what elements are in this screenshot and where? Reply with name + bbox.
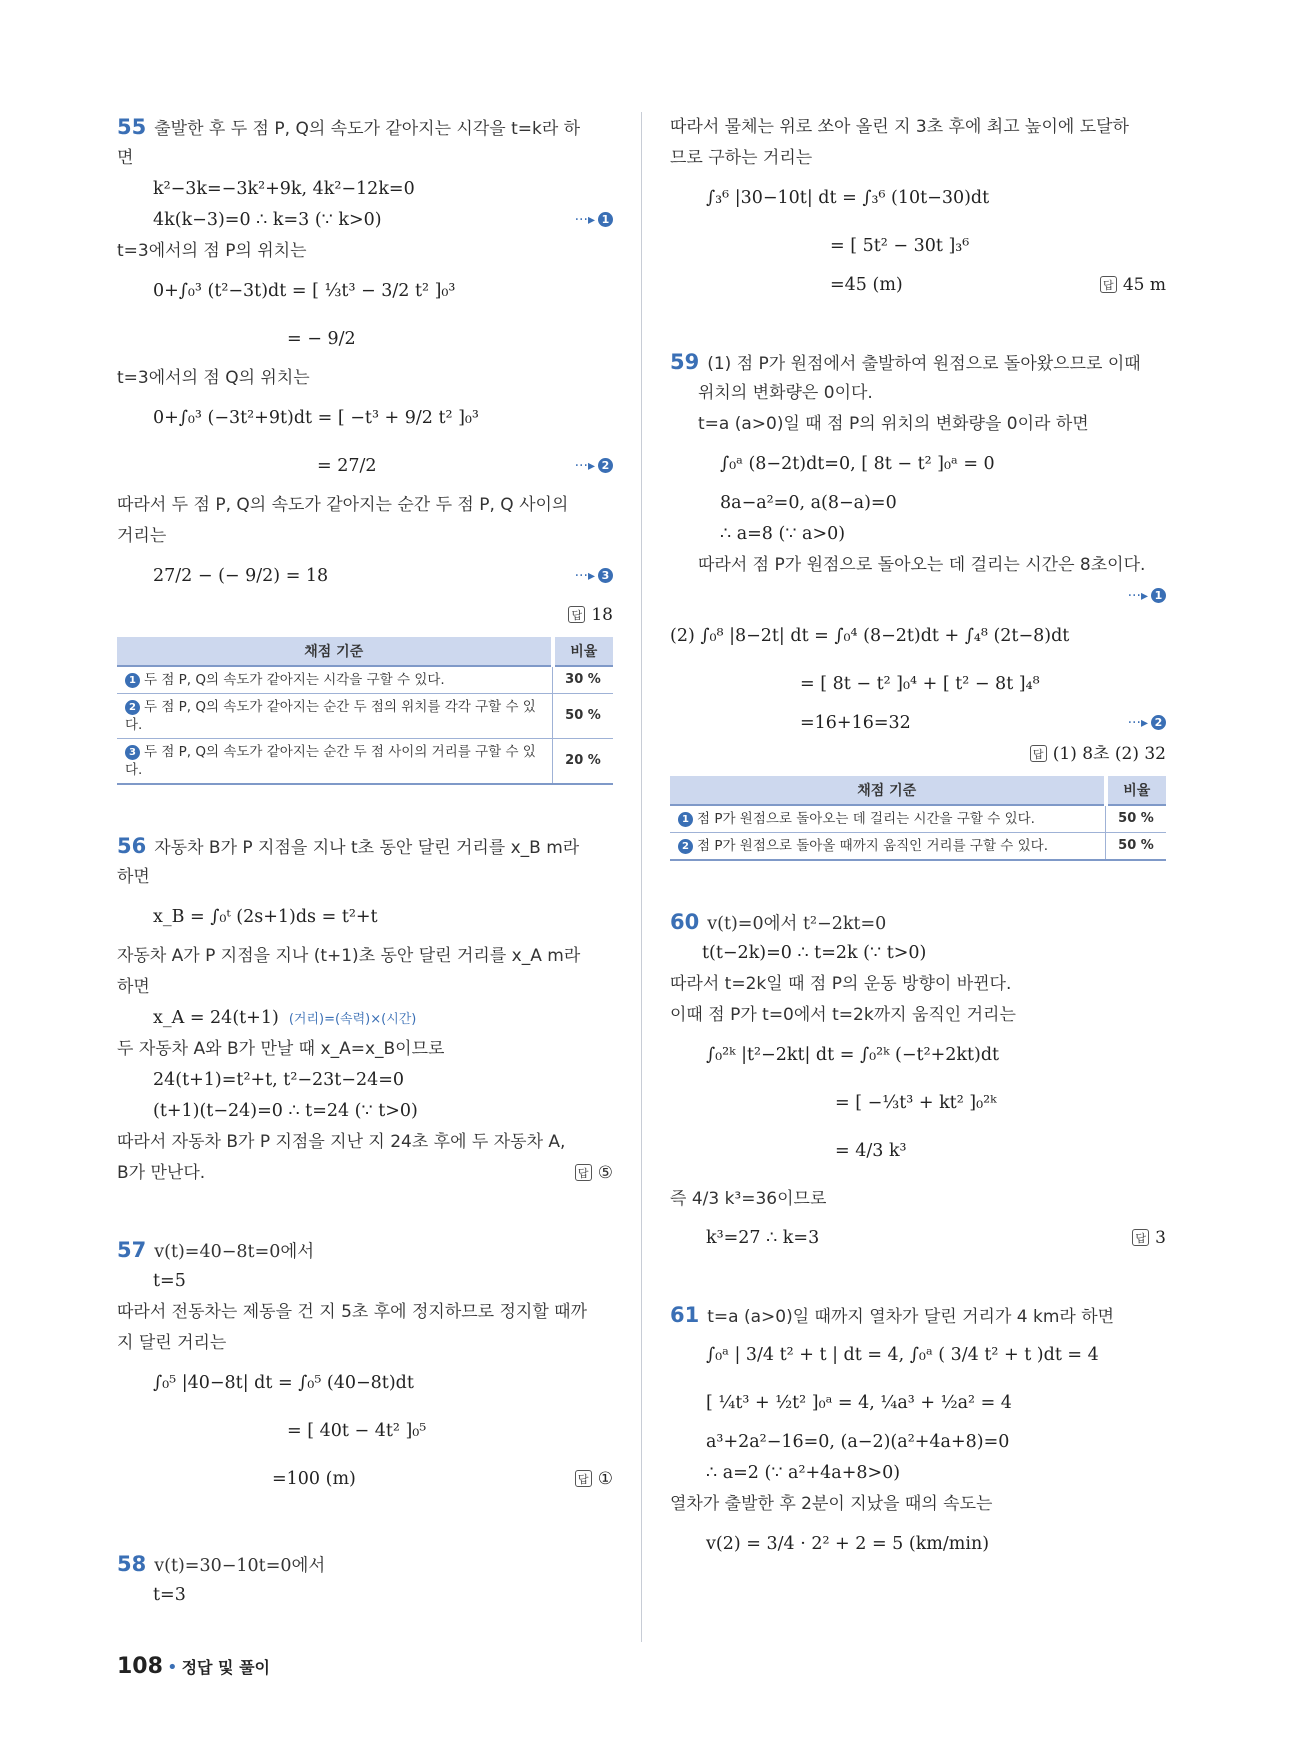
- p57-line-7: =100 (m) 답 ①: [117, 1455, 613, 1503]
- table-header-criteria: 채점 기준: [670, 776, 1106, 805]
- p55-line-12: 거리는: [117, 526, 167, 546]
- table-header-rate: 비율: [553, 637, 614, 666]
- p55-line-7: = − 9/2: [287, 329, 356, 349]
- p57-line-6: = [ 40t − 4t² ]₀⁵: [287, 1421, 427, 1441]
- p56-line-8: 24(t+1)=t²+t, t²−23t−24=0: [153, 1070, 405, 1090]
- footer-label: 정답 및 풀이: [181, 1658, 270, 1677]
- p56-line-4: 자동차 A가 P 지점을 지나 (t+1)초 동안 달린 거리를 x_A m라: [117, 946, 581, 966]
- p57-line-4: 지 달린 거리는: [117, 1333, 227, 1353]
- p60-line-9: k³=27 ∴ k=3 답 3: [670, 1223, 1166, 1254]
- table-row: 2 두 점 P, Q의 속도가 같아지는 순간 두 점의 위치를 각각 구할 수 있다. 50 %: [117, 694, 613, 739]
- answer-badge-icon: 답: [1100, 276, 1117, 293]
- p61-line-7: v(2) = 3/4 · 2² + 2 = 5 (km/min): [706, 1534, 990, 1554]
- scoring-table-55: [117, 637, 613, 785]
- p59-line-8: (2) ∫₀⁸ |8−2t| dt = ∫₀⁴ (8−2t)dt + ∫₄⁸ (2t−8)dt: [670, 626, 1070, 646]
- p61-line-1: 61 t=a (a>0)일 때까지 열차가 달린 거리가 4 km라 하면: [670, 1303, 1115, 1327]
- p55-line-9: 0+∫₀³ (−3t²+9t)dt = [ −t³ + 9/2 t² ]₀³: [153, 408, 479, 428]
- p59-line-7: 따라서 점 P가 원점으로 돌아오는 데 걸리는 시간은 8초이다.: [698, 555, 1146, 575]
- p58c-line-2: 므로 구하는 거리는: [670, 148, 813, 168]
- p58-line-1: 58 v(t)=30−10t=0에서: [117, 1552, 326, 1576]
- p58c-line-1: 따라서 물체는 위로 쏘아 올린 지 3초 후에 최고 높이에 도달하: [670, 117, 1129, 137]
- p59-line-2: 위치의 변화량은 0이다.: [698, 383, 873, 403]
- p57-line-5: ∫₀⁵ |40−8t| dt = ∫₀⁵ (40−8t)dt: [153, 1373, 414, 1393]
- p56-line-5: 하면: [117, 977, 150, 997]
- p60-line-7: = 4/3 k³: [835, 1141, 907, 1161]
- scoring-table-59: [670, 776, 1166, 861]
- left-column: [117, 112, 613, 1611]
- p55-line-5: t=3에서의 점 P의 위치는: [117, 241, 307, 261]
- answer-57: 답 ①: [575, 1455, 613, 1503]
- answer-55: 답 18: [568, 600, 613, 631]
- p60-line-3: 따라서 t=2k일 때 점 P의 운동 방향이 바뀐다.: [670, 974, 1012, 994]
- p58c-line-4: = [ 5t² − 30t ]₃⁶: [830, 236, 970, 256]
- p60-line-4: 이때 점 P가 t=0에서 t=2k까지 움직인 거리는: [670, 1005, 1016, 1025]
- p59-line-1: 59 (1) 점 P가 원점에서 출발하여 원점으로 돌아왔으므로 이때: [670, 350, 1141, 374]
- p55-line-8: t=3에서의 점 Q의 위치는: [117, 368, 310, 388]
- p55-line-1: 55 출발한 후 두 점 P, Q의 속도가 같아지는 시각을 t=k라 하: [117, 115, 581, 139]
- p61-line-6: 열차가 출발한 후 2분이 지났을 때의 속도는: [670, 1494, 993, 1514]
- p56-line-6: x_A = 24(t+1) (거리)=(속력)×(시간): [153, 1008, 417, 1028]
- p60-line-5: ∫₀²ᵏ |t²−2kt| dt = ∫₀²ᵏ (−t²+2kt)dt: [706, 1045, 1000, 1065]
- answer-badge-icon: 답: [575, 1164, 592, 1181]
- p59-line-6: ∴ a=8 (∵ a>0): [720, 524, 846, 544]
- p59-answer-line: [670, 739, 1166, 770]
- annotation-note: (거리)=(속력)×(시간): [288, 1012, 417, 1027]
- problem-number-56: 56: [117, 834, 147, 858]
- problem-number-57: 57: [117, 1238, 147, 1262]
- problem-number-61: 61: [670, 1303, 700, 1327]
- p59-line-4: ∫₀ᵃ (8−2t)dt=0, [ 8t − t² ]₀ᵃ = 0: [720, 454, 995, 474]
- p55-line-3: k²−3k=−3k²+9k, 4k²−12k=0: [153, 179, 415, 199]
- answer-56: 답 ⑤: [575, 1158, 613, 1189]
- p56-line-10: 따라서 자동차 B가 P 지점을 지난 지 24초 후에 두 자동차 A,: [117, 1132, 566, 1152]
- p56-line-9: (t+1)(t−24)=0 ∴ t=24 (∵ t>0): [153, 1101, 418, 1121]
- p59-step-line: [670, 581, 1166, 612]
- p55-answer-line: [117, 600, 613, 631]
- step-marker-2: ···▸ 2: [1128, 708, 1166, 739]
- table-row: 1 점 P가 원점으로 돌아오는 데 걸리는 시간을 구할 수 있다. 50 %: [670, 805, 1166, 833]
- p60-line-1: 60 v(t)=0에서 t²−2kt=0: [670, 910, 887, 934]
- p55-line-13: 27/2 − (− 9/2) = 18 ···▸ 3: [117, 552, 613, 600]
- p58c-line-3: ∫₃⁶ |30−10t| dt = ∫₃⁶ (10t−30)dt: [706, 188, 990, 208]
- p57-line-2: t=5: [153, 1271, 186, 1291]
- table-row: 3 두 점 P, Q의 속도가 같아지는 순간 두 점 사이의 거리를 구할 수 있다. 20 %: [117, 739, 613, 785]
- answer-badge-icon: 답: [568, 606, 585, 623]
- page-number: 108: [117, 1654, 163, 1679]
- p61-line-5: ∴ a=2 (∵ a²+4a+8>0): [706, 1463, 901, 1483]
- p58-line-2: t=3: [153, 1585, 186, 1605]
- p55-line-6: 0+∫₀³ (t²−3t)dt = [ ⅓t³ − 3/2 t² ]₀³: [153, 281, 456, 301]
- p56-line-7: 두 자동차 A와 B가 만날 때 x_A=x_B이므로: [117, 1039, 445, 1059]
- p59-line-10: =16+16=32 ···▸ 2: [670, 708, 1166, 739]
- table-header-rate: 비율: [1106, 776, 1167, 805]
- table-row: 2 점 P가 원점으로 돌아올 때까지 움직인 거리를 구할 수 있다. 50 %: [670, 833, 1166, 861]
- answer-badge-icon: 답: [1030, 745, 1047, 762]
- table-header-criteria: 채점 기준: [117, 637, 553, 666]
- p56-line-2: 하면: [117, 867, 150, 887]
- p59-line-5: 8a−a²=0, a(8−a)=0: [720, 493, 897, 513]
- step-marker-1: ···▸ 1: [1128, 581, 1166, 612]
- p61-line-3: [ ¼t³ + ½t² ]₀ᵃ = 4, ¼a³ + ½a² = 4: [706, 1393, 1012, 1413]
- p56-line-3: x_B = ∫₀ᵗ (2s+1)ds = t²+t: [153, 907, 378, 927]
- p55-line-10: = 27/2 ···▸ 2: [117, 442, 613, 490]
- p60-line-8: 즉 4/3 k³=36이므로: [670, 1189, 827, 1209]
- problem-number-59: 59: [670, 350, 700, 374]
- p60-line-6: = [ −⅓t³ + kt² ]₀²ᵏ: [835, 1093, 997, 1113]
- step-marker-3: ···▸ 3: [575, 552, 613, 600]
- page-footer: [117, 1654, 270, 1679]
- table-row: 1 두 점 P, Q의 속도가 같아지는 시각을 구할 수 있다. 30 %: [117, 666, 613, 694]
- footer-separator: •: [166, 1657, 178, 1678]
- problem-number-60: 60: [670, 910, 700, 934]
- p58c-line-5: =45 (m) 답 45 m: [670, 270, 1166, 301]
- step-marker-1: ···▸ 1: [575, 205, 613, 236]
- p55-line-4: 4k(k−3)=0 ∴ k=3 (∵ k>0) ···▸ 1: [117, 205, 613, 236]
- column-divider: [641, 112, 642, 1642]
- p57-line-3: 따라서 전동차는 제동을 건 지 5초 후에 정지하므로 정지할 때까: [117, 1302, 587, 1322]
- p61-line-2: ∫₀ᵃ | 3/4 t² + t | dt = 4, ∫₀ᵃ ( 3/4 t² + t )dt = 4: [706, 1345, 1099, 1365]
- answer-badge-icon: 답: [1132, 1229, 1149, 1246]
- p55-line-2: 면: [117, 148, 134, 168]
- problem-number-55: 55: [117, 115, 147, 139]
- p56-line-11: B가 만난다. 답 ⑤: [117, 1158, 613, 1189]
- problem-number-58: 58: [117, 1552, 147, 1576]
- step-marker-2: ···▸ 2: [575, 442, 613, 490]
- right-column: [670, 112, 1166, 1568]
- answer-58: 답 45 m: [1100, 270, 1166, 301]
- p60-line-2: t(t−2k)=0 ∴ t=2k (∵ t>0): [702, 943, 927, 963]
- p59-line-9: = [ 8t − t² ]₀⁴ + [ t² − 8t ]₄⁸: [800, 674, 1040, 694]
- p57-line-1: 57 v(t)=40−8t=0에서: [117, 1238, 315, 1262]
- p59-line-3: t=a (a>0)일 때 점 P의 위치의 변화량을 0이라 하면: [698, 414, 1089, 434]
- p55-line-11: 따라서 두 점 P, Q의 속도가 같아지는 순간 두 점 P, Q 사이의: [117, 495, 569, 515]
- p56-line-1: 56 자동차 B가 P 지점을 지나 t초 동안 달린 거리를 x_B m라: [117, 834, 580, 858]
- answer-59: 답 (1) 8초 (2) 32: [1030, 739, 1166, 770]
- p61-line-4: a³+2a²−16=0, (a−2)(a²+4a+8)=0: [706, 1432, 1010, 1452]
- answer-60: 답 3: [1132, 1223, 1166, 1254]
- answer-badge-icon: 답: [575, 1470, 592, 1487]
